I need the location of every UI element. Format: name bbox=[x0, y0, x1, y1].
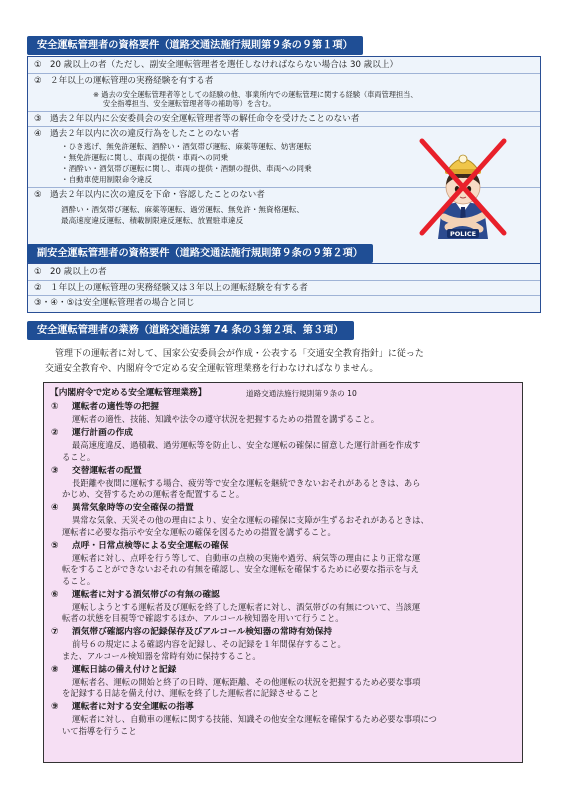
duty-line: 運転者に対し、自動車の運転に関する技能、知識その他安全な運転を確保するため必要な事項につ bbox=[72, 714, 437, 724]
section1-item-text: ・自動車使用制限命令違反 bbox=[61, 175, 153, 184]
duty-line: を記録する日誌を備え付け、運転を終了した運転者に記録させること bbox=[62, 688, 319, 698]
section3-header: 安全運転管理者の業務（道路交通法第 74 条の３第２項、第３項） bbox=[27, 321, 354, 340]
duty-line: 最高速度違反、過積載、過労運転等を防止し、安全な運転の確保に留意した運行計画を作成す bbox=[72, 440, 421, 450]
duty-number: ③ bbox=[51, 465, 59, 476]
duty-number: ⑥ bbox=[51, 589, 59, 600]
duty-number: ⑤ bbox=[51, 540, 59, 551]
section1-item-number: ② bbox=[34, 76, 42, 86]
svg-text:POLICE: POLICE bbox=[449, 230, 477, 238]
duty-number: ① bbox=[51, 402, 59, 412]
duty-title: 交替運転者の配置 bbox=[72, 465, 142, 476]
duty-line: 転者の状態を目視等で確認するほか、アルコール検知器を用いて行うこと。 bbox=[62, 613, 344, 623]
duties-box-reference: 道路交通法施行規則第９条の 10 bbox=[246, 389, 357, 398]
section1-item-text: 過去２年以内に次の違反行為をしたことのない者 bbox=[50, 129, 240, 139]
duty-line: 前号６の規定による確認内容を記録し、その記録を１年間保存すること。 bbox=[72, 639, 346, 649]
section1-item-number: ④ bbox=[34, 129, 42, 139]
duty-title: 運転者に対する安全運転の指導 bbox=[72, 702, 194, 712]
duty-line: 運転者の適性、技能、知識や法令の遵守状況を把握するための措置を講ずること。 bbox=[72, 414, 379, 424]
duty-title: 酒気帯び確認内容の記録保存及びアルコール検知器の常時有効保持 bbox=[72, 627, 333, 637]
section3-intro-line-1: 管理下の運転者に対して、国家公安委員会が作成・公表する「交通安全教育指針」に従った bbox=[55, 349, 424, 359]
section1-item-text: ・無免許運転に関し、車両の提供・車両への同乗 bbox=[61, 153, 229, 162]
duty-line: 運転者に対し、点呼を行う等して、自動車の点検の実施や過労、病気等の理由により正常な運 bbox=[72, 552, 421, 563]
section1-item-text: 過去２年以内に公安委員会の安全運転管理者等の解任命令を受けたことのない者 bbox=[50, 114, 360, 124]
section2-box bbox=[27, 263, 541, 313]
duty-number: ⑨ bbox=[51, 702, 59, 712]
duty-number: ⑦ bbox=[51, 627, 59, 637]
duty-line: 異常な気象、天災その他の理由により、安全な運転の確保に支障が生ずるおそれがあるときは、 bbox=[72, 515, 429, 525]
section1-item-number: ① bbox=[34, 60, 42, 70]
duty-number: ④ bbox=[51, 503, 59, 513]
section1-item-text: 最高速度違反運転、積載制限違反運転、放置駐車違反 bbox=[61, 216, 244, 225]
duty-title: 異常気象時等の安全確保の措置 bbox=[72, 503, 194, 513]
section2-item-number: ① bbox=[34, 267, 42, 277]
section2-item-text: １年以上の運転管理の実務経験又は３年以上の運転経験を有する者 bbox=[50, 283, 308, 293]
section1-header: 安全運転管理者の資格要件（道路交通法施行規則第９条の９第１項） bbox=[27, 36, 363, 55]
duty-number: ⑧ bbox=[51, 664, 59, 675]
duty-title: 運転日誌の備え付けと記録 bbox=[72, 664, 177, 675]
section1-item-text: ・ひき逃げ、無免許運転、酒酔い・酒気帯び運転、麻薬等運転、妨害運転 bbox=[61, 142, 312, 151]
section1-item-text: 20 歳以上の者（ただし、副安全運転管理者を選任しなければならない場合は 30 歳以上） bbox=[50, 60, 399, 70]
duties-box-title: 【内閣府令で定める安全運転管理業務】 bbox=[50, 388, 207, 398]
duty-title: 運転者の適性等の把握 bbox=[72, 402, 159, 412]
duty-line: 長距離や夜間に運転する場合、疲労等で安全な運転を継続できないおそれがあるときは、あら bbox=[72, 477, 421, 488]
row-divider bbox=[28, 280, 540, 281]
section2-item-text: ③・④・⑤は安全運転管理者の場合と同じ bbox=[34, 298, 195, 308]
duty-line: また、アルコール検知器を常時有効に保持すること。 bbox=[62, 650, 261, 661]
police-mascot-illustration bbox=[414, 137, 512, 241]
section1-item-text: ・酒酔い・酒気帯び運転に関し、車両の提供・酒類の提供、車両への同乗 bbox=[61, 164, 312, 173]
section2-item-text: 20 歳以上の者 bbox=[50, 267, 107, 277]
section2-header: 副安全運転管理者の資格要件（道路交通法施行規則第９条の９第２項） bbox=[27, 244, 373, 263]
row-divider bbox=[28, 295, 540, 296]
duty-line: いて指導を行うこと bbox=[62, 725, 137, 736]
duty-title: 点呼・日常点検等による安全運転の確保 bbox=[72, 540, 229, 551]
duty-line: かじめ、交替するための運転者を配置すること。 bbox=[62, 489, 245, 499]
duty-line: 運転者名、運転の開始と終了の日時、運転距離、その他運転の状況を把握するため必要な事項 bbox=[72, 676, 421, 687]
section3-intro-line-2: 交通安全教育や、内閣府令で定める安全運転管理業務を行わなければなりません。 bbox=[45, 364, 379, 374]
duty-line: 運転者に必要な指示や安全な運転の確保を図るための措置を講ずること。 bbox=[62, 526, 336, 537]
section1-item-text: ※ 過去の安全運転管理者等としての経験の他、事業所内での運転管理に関する経験（車両管理担当、 bbox=[93, 90, 418, 99]
duty-line: 運転しようとする運転者及び運転を終了した運転者に対し、酒気帯びの有無について、当該運 bbox=[72, 601, 421, 612]
section1-item-text: 安全指導担当、安全運転管理者等の補助等）を含む。 bbox=[103, 99, 276, 108]
duty-line: ること。 bbox=[62, 451, 96, 462]
section1-item-number: ⑤ bbox=[34, 190, 42, 200]
duties-box bbox=[43, 382, 523, 763]
row-divider bbox=[28, 73, 540, 74]
row-divider bbox=[28, 126, 540, 127]
section1-item-text: ２年以上の運転管理の実務経験を有する者 bbox=[50, 76, 214, 86]
prohibited-mascot-icon bbox=[414, 137, 512, 241]
duty-line: ること。 bbox=[62, 575, 96, 586]
duty-line: 転をすることができないおそれの有無を確認し、安全な運転を確保するために必要な指示を与え bbox=[62, 564, 419, 574]
section1-item-text: 過去２年以内に次の違反を下命・容認したことのない者 bbox=[50, 190, 265, 200]
duty-title: 運行計画の作成 bbox=[72, 428, 133, 438]
section2-item-number: ② bbox=[34, 283, 42, 293]
section1-item-number: ③ bbox=[34, 114, 42, 124]
duty-title: 運転者に対する酒気帯びの有無の確認 bbox=[72, 589, 220, 600]
duty-number: ② bbox=[51, 428, 59, 438]
section1-item-text: 酒酔い・酒気帯び運転、麻薬等運転、過労運転、無免許・無資格運転、 bbox=[61, 205, 304, 214]
row-divider bbox=[28, 111, 540, 112]
